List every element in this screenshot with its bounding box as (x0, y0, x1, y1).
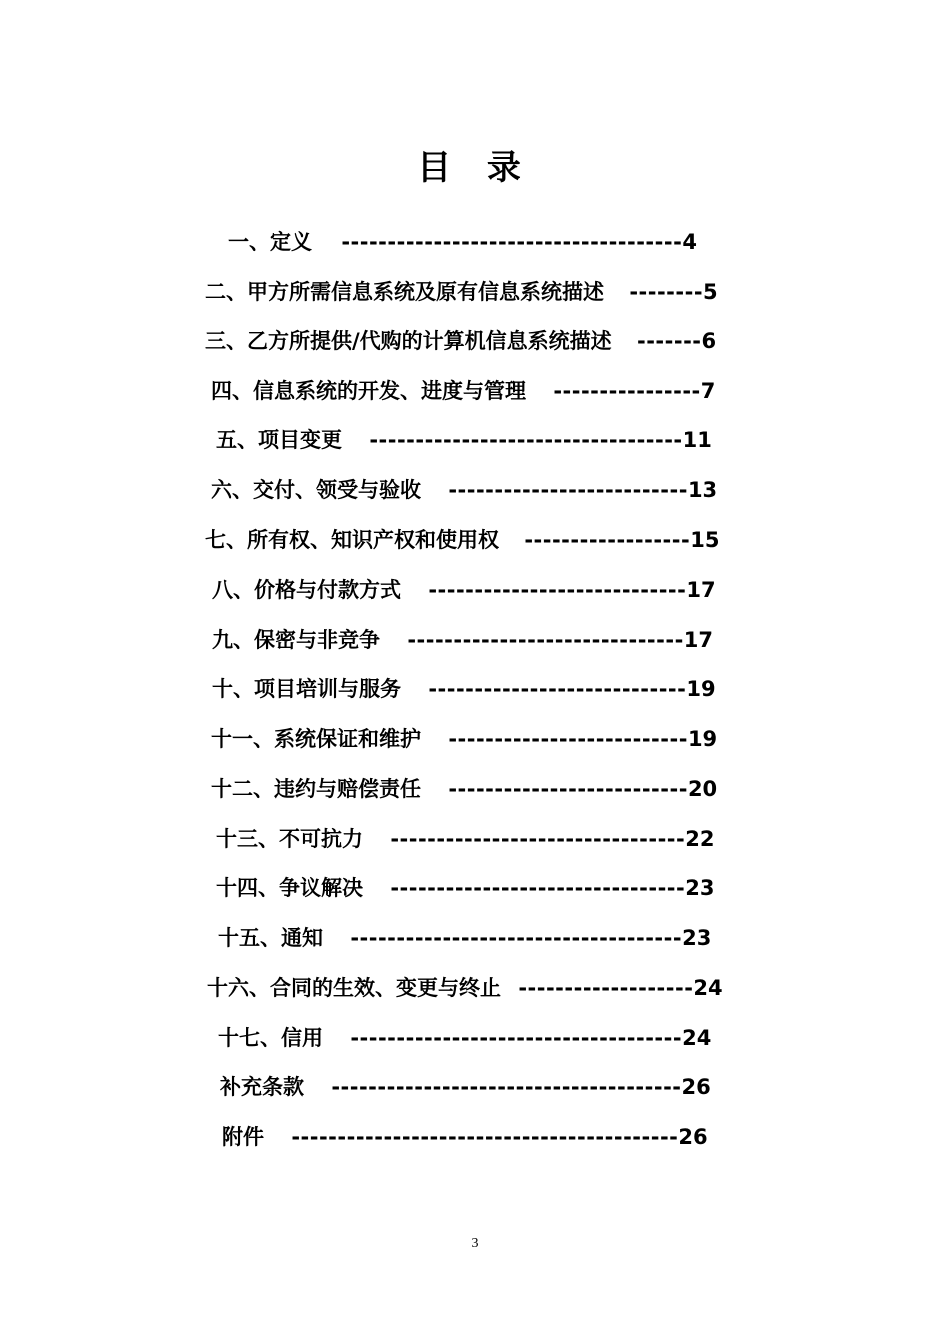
toc-entry-leader: -------------------------- (448, 727, 688, 751)
page-title: 目 录 (417, 148, 533, 188)
toc-entry-leader: ---------------- (553, 379, 701, 403)
toc-entry-page: 24 (682, 1026, 712, 1050)
toc-entry-label: 七、所有权、知识产权和使用权 (205, 528, 499, 552)
toc-entry-label: 六、交付、领受与验收 (211, 478, 421, 502)
toc-entry-label: 四、信息系统的开发、进度与管理 (211, 379, 526, 403)
toc-entry[interactable] (212, 625, 713, 655)
toc-entry-page: 4 (682, 230, 697, 254)
toc-entry-label: 十五、通知 (218, 926, 323, 950)
toc-entry-page: 19 (687, 727, 718, 751)
toc-entry-label: 一、定义 (228, 230, 312, 254)
toc-entry-page: 26 (678, 1125, 708, 1149)
toc-entry-leader: ------------------------------------------ (291, 1125, 679, 1149)
toc-entry-page: 13 (687, 478, 718, 502)
toc-entry-leader: ------------------------------------ (350, 926, 683, 950)
toc-entry[interactable] (211, 774, 717, 804)
toc-entry-page: 23 (685, 876, 715, 900)
toc-entry-page: 15 (690, 528, 720, 552)
toc-entry-label: 十六、合同的生效、变更与终止 (207, 976, 501, 1000)
toc-entry[interactable] (216, 873, 714, 903)
toc-entry-label: 十一、系统保证和维护 (211, 727, 421, 751)
toc-entry-label: 五、项目变更 (216, 428, 342, 452)
toc-entry-label: 十二、违约与赔偿责任 (211, 777, 421, 801)
toc-entry[interactable] (207, 973, 723, 1003)
toc-entry[interactable] (211, 376, 715, 406)
toc-entry-leader: -------------------------------- (390, 827, 686, 851)
toc-entry-label: 十七、信用 (218, 1026, 323, 1050)
toc-entry-leader: ---------------------------- (428, 578, 687, 602)
toc-entry-page: 6 (701, 329, 717, 353)
toc-entry-label: 三、乙方所提供/代购的计算机信息系统描述 (205, 329, 612, 353)
toc-entry-label: 十、项目培训与服务 (212, 677, 401, 701)
toc-entry-leader: -------------------------- (448, 478, 688, 502)
toc-entry[interactable] (212, 674, 716, 704)
toc-entry-label: 八、价格与付款方式 (212, 578, 401, 602)
toc-entry-leader: ------------------------------ (407, 628, 684, 652)
toc-entry[interactable] (216, 824, 714, 854)
toc-entry-leader: ------------------- (518, 976, 694, 1000)
page-number: 3 (471, 1236, 479, 1251)
toc-entry-label: 附件 (222, 1125, 264, 1149)
toc-entry[interactable] (218, 1023, 711, 1053)
toc-entry-page: 20 (687, 777, 718, 801)
toc-entry-page: 17 (683, 628, 714, 652)
toc-entry[interactable] (222, 1122, 708, 1152)
toc-entry[interactable] (205, 525, 719, 555)
toc-entry[interactable] (220, 1072, 711, 1102)
toc-entry-leader: ---------------------------------- (369, 428, 683, 452)
toc-entry[interactable] (211, 724, 717, 754)
toc-entry[interactable] (205, 326, 716, 356)
toc-entry[interactable] (218, 923, 711, 953)
toc-entry-label: 十四、争议解决 (216, 876, 363, 900)
toc-entry-label: 九、保密与非竞争 (212, 628, 380, 652)
toc-entry[interactable] (205, 277, 718, 307)
toc-entry-leader: -------------------------------------- (331, 1075, 682, 1099)
toc-entry[interactable] (211, 475, 717, 505)
toc-entry-leader: -------- (629, 280, 704, 304)
toc-entry-leader: ------------------------------------ (350, 1026, 683, 1050)
toc-entry-leader: ------------------------------------- (341, 230, 683, 254)
toc-entry-leader: -------------------------------- (390, 876, 686, 900)
toc-entry-page: 22 (685, 827, 715, 851)
toc-entry-page: 17 (686, 578, 716, 602)
toc-entry-page: 5 (703, 280, 718, 304)
toc-entry-label: 补充条款 (220, 1075, 304, 1099)
toc-entry-leader: ---------------------------- (428, 677, 687, 701)
toc-entry[interactable] (228, 227, 697, 257)
toc-entry-page: 24 (693, 976, 723, 1000)
toc-entry-leader: -------------------------- (448, 777, 688, 801)
toc-entry-page: 23 (682, 926, 712, 950)
toc-entry-leader: ------- (636, 329, 702, 353)
toc-entry[interactable] (212, 575, 716, 605)
toc-entry-page: 7 (700, 379, 716, 403)
toc-entry-label: 十三、不可抗力 (216, 827, 363, 851)
toc-entry-leader: ------------------ (524, 528, 691, 552)
toc-entry-label: 二、甲方所需信息系统及原有信息系统描述 (205, 280, 604, 304)
toc-entry-page: 11 (682, 428, 712, 452)
toc-entry-page: 19 (686, 677, 716, 701)
toc-entry[interactable] (216, 425, 712, 455)
toc-entry-page: 26 (681, 1075, 711, 1099)
